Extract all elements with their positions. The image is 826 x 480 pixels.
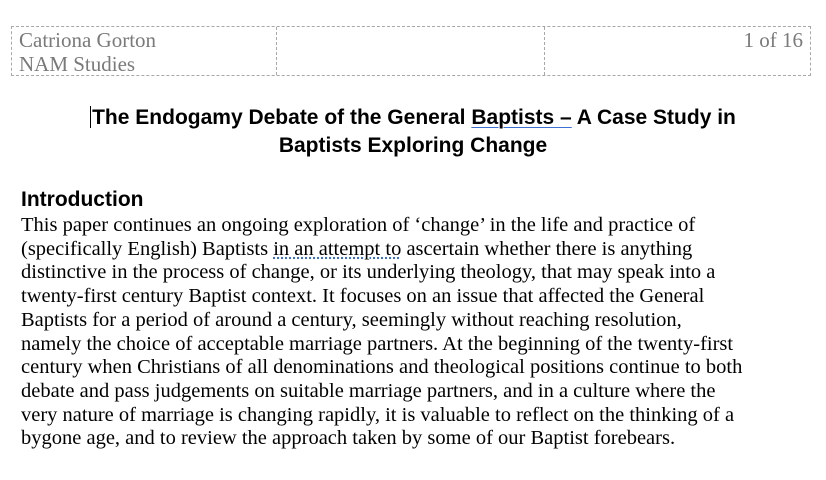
page-indicator: 1 of 16: [743, 28, 803, 52]
body-line-4: twenty-first century Baptist context. It focuses on an issue that affected the General: [21, 285, 705, 308]
text-cursor: [90, 106, 91, 128]
body-line-2-start: (specifically English) Baptists: [21, 237, 274, 260]
body-line-6: namely the choice of acceptable marriage partners. At the beginning of the twenty-first: [21, 332, 734, 355]
document-title[interactable]: [0, 104, 826, 160]
header-middle-cell: [277, 27, 545, 75]
body-line-9: very nature of marriage is changing rapidly, it is valuable to reflect on the thinking of a: [21, 403, 735, 426]
body-line-7: century when Christians of all denominations and theological positions continue to both: [21, 356, 743, 379]
header-right-cell: [545, 27, 810, 75]
author-name: Catriona Gorton: [19, 28, 157, 52]
body-paragraph[interactable]: [21, 214, 821, 451]
title-line-1-start: The Endogamy Debate of the General: [92, 106, 472, 129]
body-line-8: debate and pass judgements on suitable marriage partners, and in a culture where the: [21, 379, 716, 402]
body-line-3: distinctive in the process of change, or its underlying theology, that may speak into a: [21, 261, 716, 284]
section-heading: Introduction: [21, 188, 144, 211]
title-line-1-end: A Case Study in: [571, 106, 736, 129]
body-line-2: [21, 238, 821, 262]
header-left-cell: [12, 27, 277, 75]
body-line-1: This paper continues an ongoing exploration of ‘change’ in the life and practice of: [21, 214, 696, 236]
course-name: NAM Studies: [19, 52, 136, 76]
body-line-10: bygone age, and to review the approach taken by some of our Baptist forebears.: [21, 427, 676, 450]
title-flagged-word[interactable]: Baptists –: [471, 106, 572, 129]
title-line-1: [0, 104, 826, 132]
title-line-2: Baptists Exploring Change: [278, 134, 548, 157]
body-line-2-end: ascertain whether there is anything: [401, 237, 693, 260]
grammar-flagged-phrase[interactable]: in an attempt to: [273, 237, 402, 260]
body-line-5: Baptists for a period of around a century, seemingly without reaching resolution,: [21, 308, 682, 331]
page-header-table: [11, 26, 811, 76]
